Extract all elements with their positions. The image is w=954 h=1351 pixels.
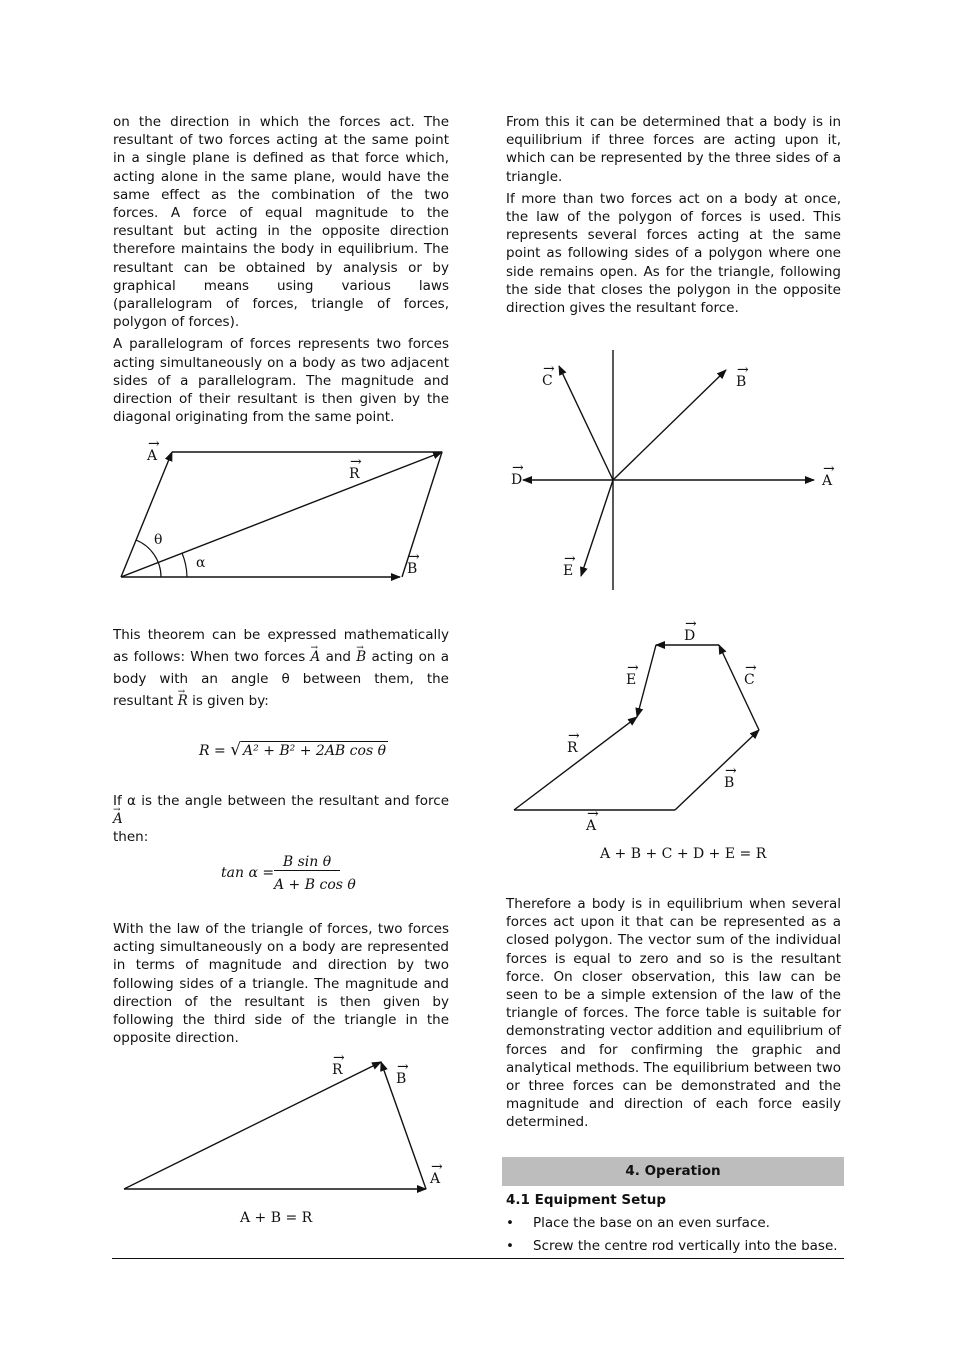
label-r: R [349,466,360,482]
vector-a-symbol: → A [311,646,321,668]
paragraph-closed-polygon: Therefore a body is in equilibrium when several forces act upon it that can be represented as a closed polygon. The vector sum of the individual forces is equal to zero and so is the resultant force. On closer observation, this law can be seen to be a simple extension of the law of the triangle of forces. The force table is suitable for demonstrating vector addition and equilibrium of forces and for confirming the graphic and analytical methods. The equilibrium between two or three forces can be demonstrated and the magnitude and direction of each force easily determined. [506,896,841,1131]
svg-text:→: → [745,660,757,676]
svg-text:→: → [823,461,835,477]
polygon-label-d: D [684,628,696,644]
triangle-vector-r [124,1062,381,1189]
star-label-d: D [511,472,523,488]
paragraph-theorem: This theorem can be expressed mathematically as follows: When two forces → A and → B acting on a body with an angle θ between them, the resultant → R is given by: [113,624,449,712]
triangle-figure [115,1050,455,1231]
svg-text:→: → [512,460,524,476]
parallelogram-figure [115,436,455,585]
right-column [506,113,841,321]
subsection-heading: 4.1 Equipment Setup [506,1192,666,1208]
svg-text:→: → [350,454,362,470]
polygon-label-r: R [567,740,578,756]
star-vector-c [559,366,613,480]
concurrent-forces-figure [508,348,843,593]
triangle-label-b: B [396,1071,407,1087]
left-column [113,113,449,430]
vector-r-symbol: → R [178,690,188,712]
label-a: A [147,448,158,464]
star-label-c: C [542,373,553,389]
bullet-icon: • [506,1215,514,1231]
paragraph-three-forces: From this it can be determined that a body is in equilibrium if three forces are acting upon it, which can be represented by the three sides of a triangle. [506,114,841,185]
svg-text:→: → [408,549,420,565]
paragraph-triangle-law: With the law of the triangle of forces, two forces acting simultaneously on a body are represented in terms of magnitude and direction by two following sides of a triangle. The magnitude and direction of the resultant is then given by following the third side of the triangle in the opposite direction. [113,921,449,1047]
polygon-label-c: C [744,672,755,688]
svg-text:→: → [397,1059,409,1075]
polygon-label-b: B [724,775,735,791]
section-heading: 4. Operation [502,1157,844,1186]
triangle-label-a: A [430,1171,441,1187]
svg-text:→: → [568,728,580,744]
svg-text:→: → [725,763,737,779]
paragraph-parallelogram: A parallelogram of forces represents two forces acting simultaneously on a body as two adjacent sides of a parallelogram. The magnitude and direction of their resultant is then given by the diagonal originating from the same point. [113,336,449,426]
svg-text:→: → [431,1159,443,1175]
star-label-a: A [822,473,833,489]
svg-text:→: → [627,660,639,676]
vector-b-symbol: → B [356,646,366,668]
polygon-caption: A + B + C + D + E = R [600,846,767,862]
star-label-b: B [736,374,747,390]
polygon-label-a: A [586,818,597,834]
alpha-arc [182,553,187,577]
star-label-e: E [563,563,574,579]
svg-text:→: → [543,361,555,377]
footer-divider [112,1258,844,1259]
polygon-label-e: E [626,672,637,688]
resultant-formula: R = √ A² + B² + 2AB cos θ [199,740,387,760]
bullet-icon: • [506,1238,514,1254]
paragraph-polygon-law: If more than two forces act on a body at once, the law of the polygon of forces is used. This represents several forces acting at the same point as following sides of a polygon where one side remains open. As for the triangle, following the side that closes the polygon in the opposite direction gives the resultant force. [506,190,841,317]
star-vector-b [613,370,726,480]
svg-text:→: → [333,1050,345,1066]
svg-text:→: → [737,362,749,378]
label-b: B [407,561,418,577]
polygon-figure [508,616,843,869]
vector-r-arrow [121,452,442,577]
vector-a-arrow [121,452,172,577]
paragraph-resultant-definition: on the direction in which the forces act. The resultant of two forces acting at the same point in a single plane is defined as that force which, acting alone in the same plane, would have the same effect as the combination of the two forces. A force of equal magnitude to the resultant but acting in the opposite direction therefore maintains the body in equilibrium. The resultant can be obtained by analysis or by graphical means using various laws (parallelogram of forces, triangle of forces, polygon of forces). [113,114,449,331]
svg-text:→: → [148,436,160,452]
label-alpha: α [196,555,206,571]
svg-text:→: → [685,616,697,632]
svg-text:→: → [564,551,576,567]
polygon-vector-b [675,730,759,810]
svg-text:→: → [587,806,599,822]
triangle-caption: A + B = R [240,1210,313,1226]
polygon-vector-e [637,645,656,717]
paragraph-alpha: If α is the angle between the resultant and force → A then: [113,792,449,846]
triangle-label-r: R [332,1062,343,1078]
star-vector-e [581,480,613,576]
label-theta: θ [154,532,163,548]
